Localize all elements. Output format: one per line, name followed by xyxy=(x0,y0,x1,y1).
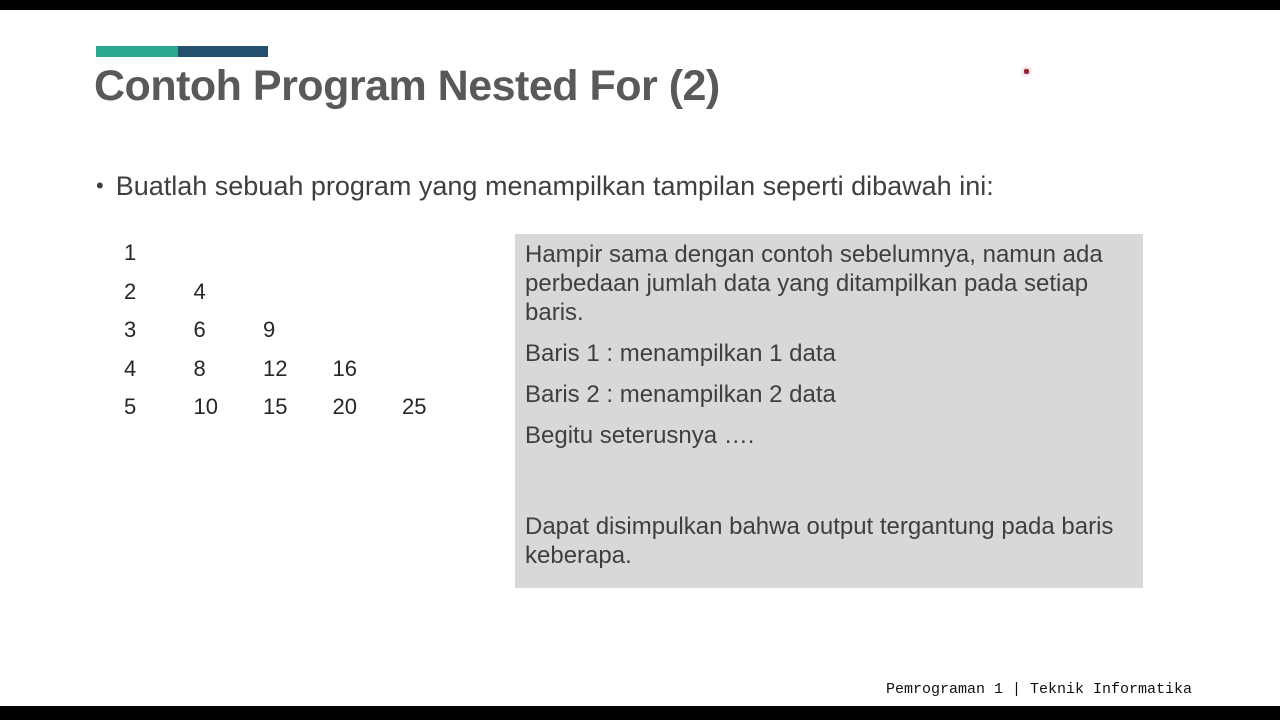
triangle-row xyxy=(124,350,472,389)
triangle-value: 4 xyxy=(193,278,206,304)
note-paragraph: Baris 1 : menampilkan 1 data xyxy=(525,340,836,367)
accent-navy-segment xyxy=(178,46,268,57)
triangle-value: 9 xyxy=(263,317,276,343)
triangle-value: 12 xyxy=(263,355,288,381)
triangle-value: 6 xyxy=(193,317,206,343)
bullet-item xyxy=(96,168,994,204)
note-paragraph: Hampir sama dengan contoh sebelumnya, namun ada perbedaan jumlah data yang ditampilkan pada setiap baris. xyxy=(525,241,1103,326)
bullet-text: Buatlah sebuah program yang menampilkan tampilan seperti dibawah ini: xyxy=(115,171,994,201)
note-paragraph: Dapat disimpulkan bahwa output tergantung pada baris keberapa. xyxy=(525,513,1114,569)
triangle-value: 8 xyxy=(193,355,206,381)
accent-teal-segment xyxy=(96,46,178,57)
footer-text: Pemrograman 1 | Teknik Informatika xyxy=(885,681,1192,698)
triangle-value: 20 xyxy=(332,394,357,420)
triangle-row xyxy=(124,311,472,350)
paragraph-spacer xyxy=(525,462,1128,512)
triangle-value: 15 xyxy=(263,394,288,420)
triangle-value: 16 xyxy=(332,355,357,381)
triangle-value: 5 xyxy=(124,394,137,420)
slide-title: Contoh Program Nested For (2) xyxy=(94,62,720,110)
bullet-marker: • xyxy=(96,173,104,198)
notes-box xyxy=(515,234,1143,588)
triangle-value: 3 xyxy=(124,317,137,343)
laser-pointer-dot xyxy=(1024,69,1029,74)
bottom-letterbox-bar xyxy=(0,706,1280,720)
triangle-row xyxy=(124,388,472,427)
note-paragraph: Baris 2 : menampilkan 2 data xyxy=(525,381,836,408)
note-paragraph: Begitu seterusnya …. xyxy=(525,422,755,449)
triangle-row xyxy=(124,273,472,312)
triangle-value: 2 xyxy=(124,278,137,304)
triangle-value: 4 xyxy=(124,355,137,381)
triangle-row xyxy=(124,234,472,273)
triangle-value: 1 xyxy=(124,240,137,266)
triangle-value: 10 xyxy=(193,394,218,420)
triangle-value: 25 xyxy=(402,394,427,420)
top-letterbox-bar xyxy=(0,0,1280,10)
number-triangle xyxy=(124,234,472,427)
title-accent-bar xyxy=(96,46,268,57)
